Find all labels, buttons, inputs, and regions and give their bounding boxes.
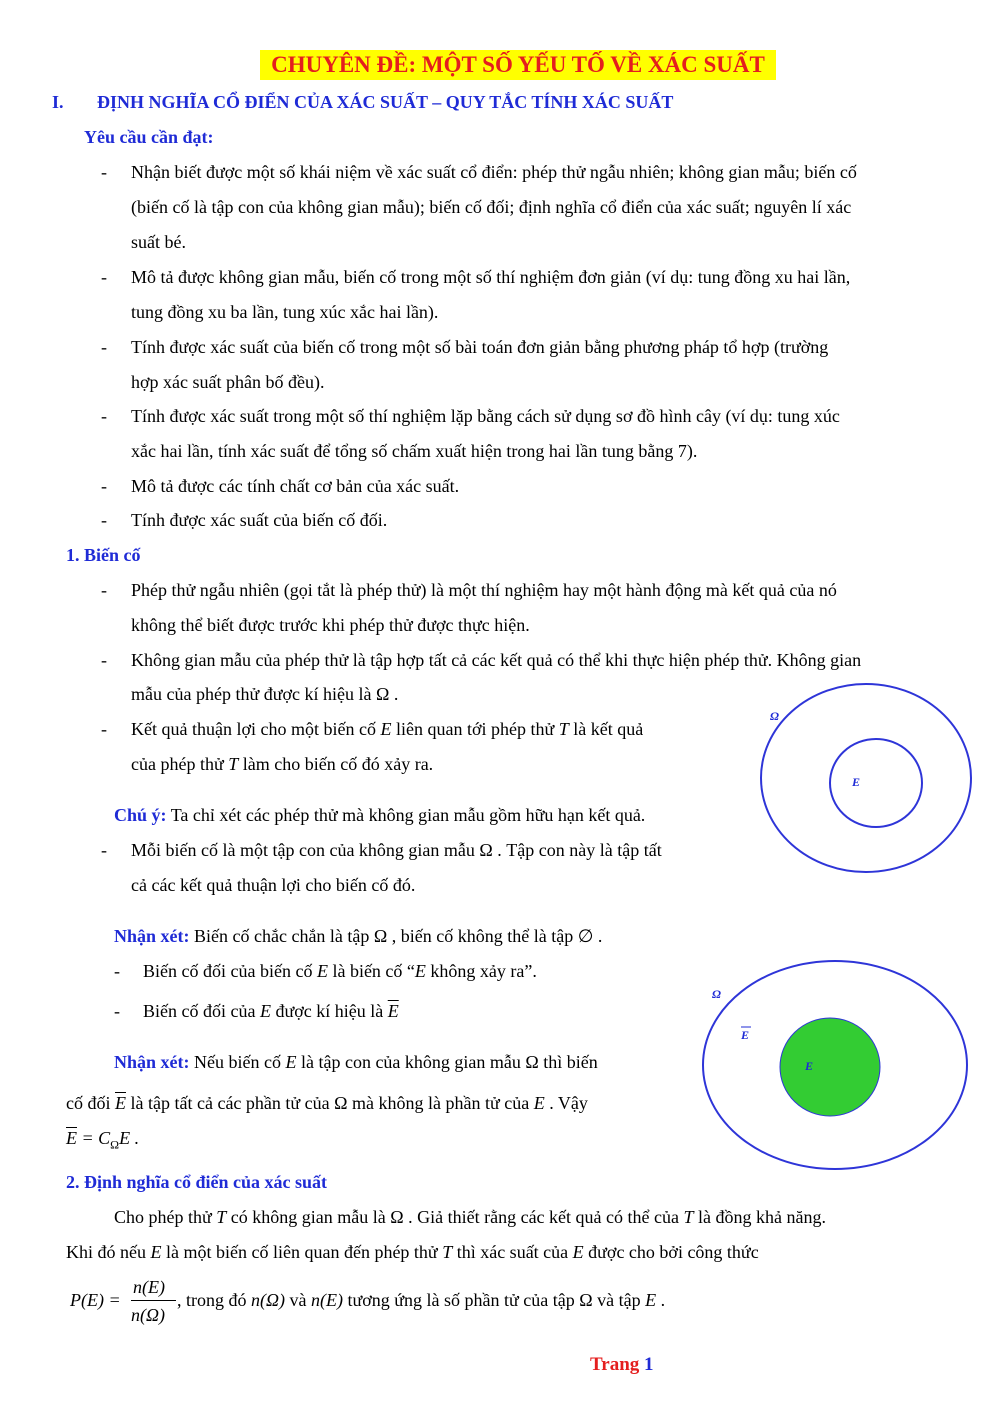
complement-line: Biến cố đối của E được kí hiệu là $\overline{E}$ xyxy=(143,1001,399,1021)
remark-line: Nhận xét: Nếu biến cố E là tập con của không gian mẫu Ω thì biến xyxy=(114,1052,598,1072)
subsection-heading: 2. Định nghĩa cổ điển của xác suất xyxy=(66,1172,328,1192)
definition-line: Không gian mẫu của phép thử là tập hợp tất cả các kết quả có thể khi thực hiện phép thử. Không gian xyxy=(131,650,862,670)
page-title: CHUYÊN ĐỀ: MỘT SỐ YẾU TỐ VỀ XÁC SUẤT xyxy=(260,50,776,80)
bullet-dash: - xyxy=(114,1001,120,1021)
fraction-bar xyxy=(131,1300,176,1301)
event-label: E xyxy=(852,775,861,789)
formula-denominator: n(Ω) xyxy=(131,1305,166,1325)
subset-line: Mỗi biến cố là một tập con của không gian mẫu Ω . Tập con này là tập tất xyxy=(131,840,662,860)
definition-line: của phép thử T làm cho biến cố đó xảy ra. xyxy=(131,754,434,774)
requirement-line: Nhận biết được một số khái niệm về xác suất cổ điển: phép thử ngẫu nhiên; không gian mẫu; biến cố xyxy=(131,162,857,182)
bullet-dash: - xyxy=(101,580,107,600)
definition-line: không thể biết được trước khi phép thử được thực hiện. xyxy=(131,615,530,635)
remark-line: cố đối $\overline{E}$ là tập tất cả các phần tử của Ω mà không là phần tử của E . Vậy xyxy=(66,1093,588,1113)
definition-line: mẫu của phép thử được kí hiệu là Ω . xyxy=(131,684,399,704)
bullet-dash: - xyxy=(101,162,107,182)
section-number: I. xyxy=(52,92,64,112)
event-region xyxy=(780,1018,880,1116)
note-line: Chú ý: Ta chỉ xét các phép thử mà không gian mẫu gồm hữu hạn kết quả. xyxy=(114,805,646,825)
event-label: E xyxy=(805,1059,814,1073)
page-footer: Trang 1 xyxy=(590,1354,654,1375)
requirement-line: Mô tả được không gian mẫu, biến cố trong một số thí nghiệm đơn giản (ví dụ: tung đồng xu hai lần, xyxy=(131,267,851,287)
requirement-line: Tính được xác suất trong một số thí nghiệm lặp bằng cách sử dụng sơ đồ hình cây (ví dụ: tung xúc xyxy=(131,406,840,426)
formula-lhs: P(E) = xyxy=(70,1290,121,1310)
bullet-dash: - xyxy=(101,476,107,496)
requirement-line: hợp xác suất phân bố đều). xyxy=(131,372,325,392)
bullet-dash: - xyxy=(101,650,107,670)
venn-diagram-event xyxy=(758,680,972,876)
sample-space-circle xyxy=(761,684,971,872)
bullet-dash: - xyxy=(101,719,107,739)
bullet-dash: - xyxy=(101,510,107,530)
venn-diagram-complement xyxy=(700,958,972,1174)
event-circle xyxy=(830,739,922,827)
complement-equation: $\overline{E} = C_\Omega E$ . xyxy=(66,1128,140,1152)
requirement-line: tung đồng xu ba lần, tung xúc xắc hai lần). xyxy=(131,302,439,322)
definition-paragraph: Cho phép thử T có không gian mẫu là Ω . Giả thiết rằng các kết quả có thể của T là đồng khả năng. xyxy=(114,1207,826,1227)
requirement-line: Tính được xác suất của biến cố trong một số bài toán đơn giản bằng phương pháp tổ hợp (trường xyxy=(131,337,829,357)
formula-explanation: , trong đó n(Ω) và n(E) tương ứng là số phần tử của tập Ω và tập E . xyxy=(177,1290,666,1310)
complement-label: E xyxy=(741,1028,750,1042)
bullet-dash: - xyxy=(101,267,107,287)
remark-line: Nhận xét: Biến cố chắc chắn là tập Ω , biến cố không thể là tập ∅ . xyxy=(114,926,603,946)
requirement-line: suất bé. xyxy=(131,232,186,252)
bullet-dash: - xyxy=(114,961,120,981)
formula-numerator: n(E) xyxy=(133,1277,165,1297)
complement-line: Biến cố đối của biến cố E là biến cố “E không xảy ra”. xyxy=(143,961,537,981)
definition-line: Phép thử ngẫu nhiên (gọi tắt là phép thử) là một thí nghiệm hay một hành động mà kết quả của nó xyxy=(131,580,837,600)
subsection-heading: 1. Biến cố xyxy=(66,545,141,565)
bullet-dash: - xyxy=(101,840,107,860)
requirement-line: Mô tả được các tính chất cơ bản của xác suất. xyxy=(131,476,460,496)
requirements-heading: Yêu cầu cần đạt: xyxy=(84,127,214,147)
requirement-line: (biến cố là tập con của không gian mẫu); biến cố đối; định nghĩa cổ điển của xác suất; nguyên lí xác xyxy=(131,197,852,217)
definition-paragraph: Khi đó nếu E là một biến cố liên quan đến phép thử T thì xác suất của E được cho bởi công thức xyxy=(66,1242,759,1262)
definition-line: Kết quả thuận lợi cho một biến cố E liên quan tới phép thử T là kết quả xyxy=(131,719,644,739)
bullet-dash: - xyxy=(101,337,107,357)
requirement-line: xắc hai lần, tính xác suất để tổng số chấm xuất hiện trong hai lần tung bằng 7). xyxy=(131,441,698,461)
bullet-dash: - xyxy=(101,406,107,426)
subset-line: cả các kết quả thuận lợi cho biến cố đó. xyxy=(131,875,416,895)
requirement-line: Tính được xác suất của biến cố đối. xyxy=(131,510,388,530)
omega-label: Ω xyxy=(712,987,721,1001)
section-heading: ĐỊNH NGHĨA CỔ ĐIỂN CỦA XÁC SUẤT – QUY TẮC TÍNH XÁC SUẤT xyxy=(97,92,674,112)
omega-label: Ω xyxy=(770,709,779,723)
